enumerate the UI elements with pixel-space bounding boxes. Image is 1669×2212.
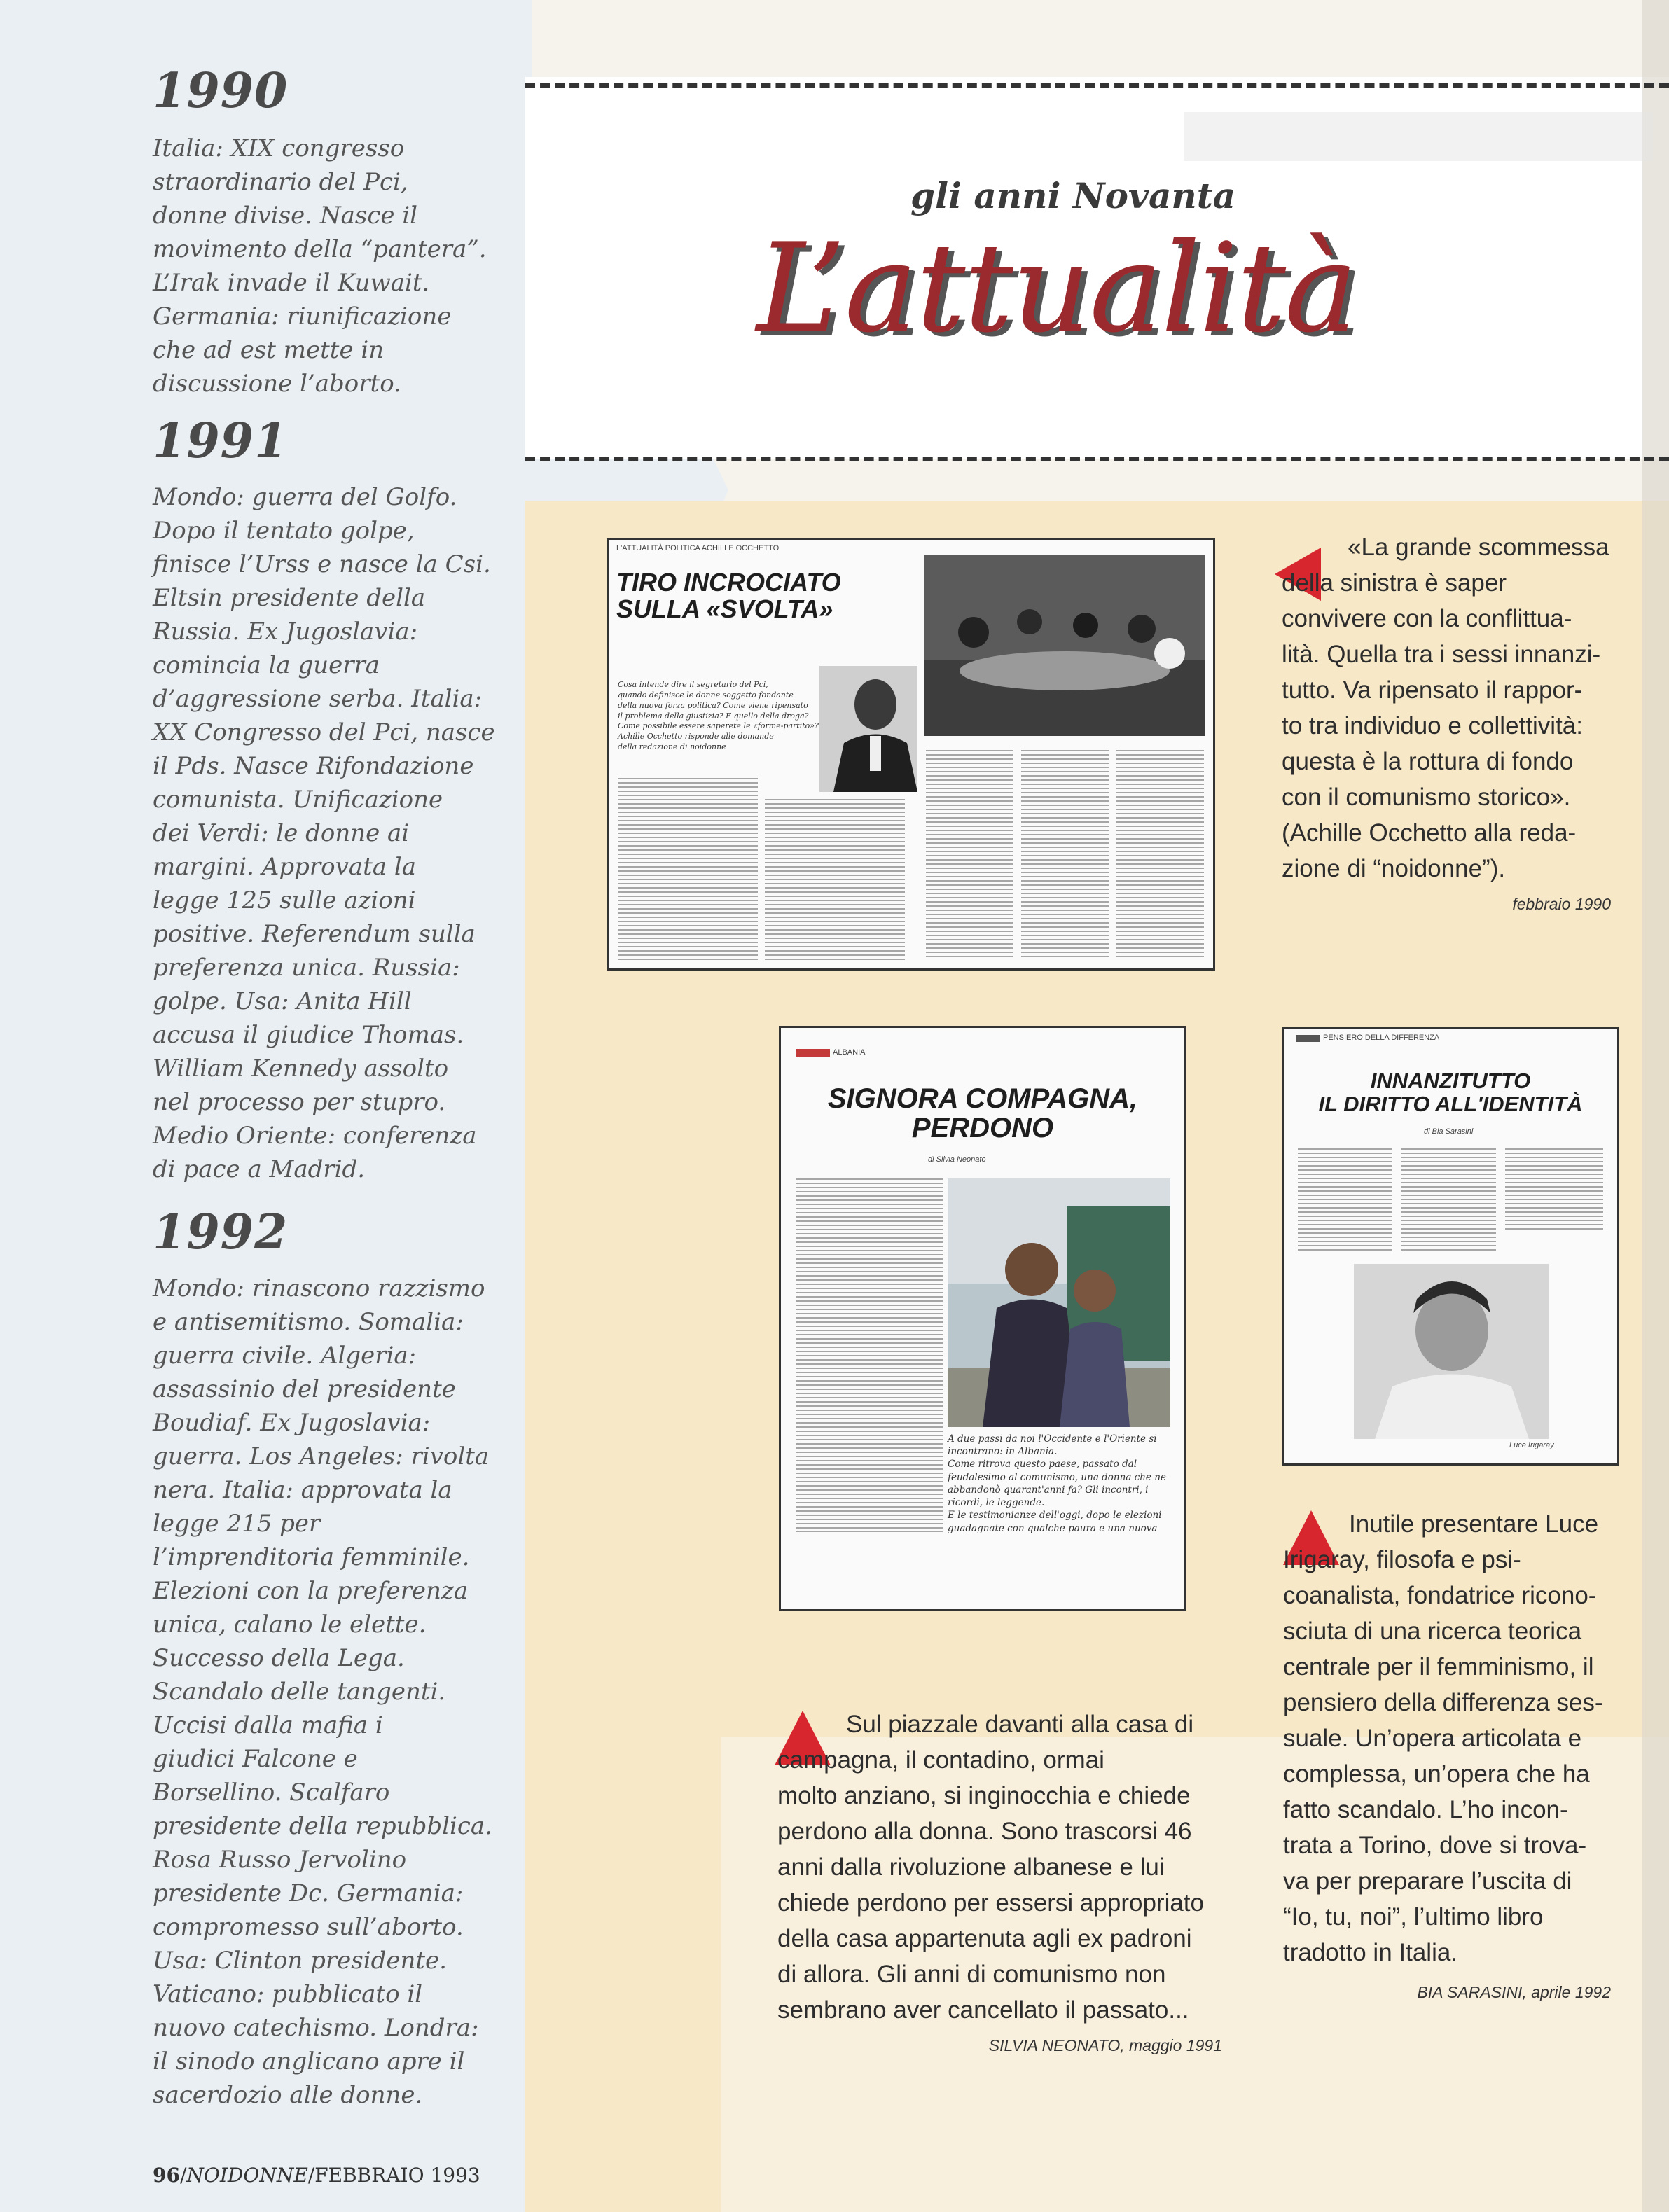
meeting-photo — [924, 555, 1205, 736]
irigaray-portrait — [1354, 1264, 1549, 1439]
clipping-body-text — [1298, 1148, 1392, 1253]
clipping-byline: di Silvia Neonato — [928, 1155, 986, 1164]
header-rule-bottom — [525, 457, 1669, 461]
irigaray-signature: BIA SARASINI, aprile 1992 — [1417, 1983, 1611, 2001]
albania-signature: SILVIA NEONATO, maggio 1991 — [988, 2036, 1222, 2054]
clipping-occhetto — [607, 538, 1215, 971]
magazine-name: NOIDONNE — [186, 2164, 308, 2187]
year-1991: 1991 — [153, 413, 289, 469]
clipping-caption: A due passi da noi l'Occidente e l'Oriente si incontrano: in Albania. Come ritrova questo paese, passato dal feudalesimo al comunismo, una donna che ne abbandonò quarant'anni fa? Gli incontri, i ricordi, le leggende. E le testimonianze dell'oggi, dopo le elezioni guadagnate con qualche paura e una nuova — [948, 1433, 1166, 1534]
clipping-body-text — [1401, 1148, 1496, 1253]
page-footer: 96/NOIDONNE/FEBBRAIO 1993 — [153, 2164, 480, 2187]
timeline-text-1992: Mondo: rinascono razzismo e antisemitismo. Somalia: guerra civile. Algeria: assassinio del presidente Boudiaf. Ex Jugoslavia: guerra. Los Angeles: rivolta nera. Italia: approvata la legge 215 per l’imprenditoria femminile. Elezioni con la preferenza unica, calano le elette. Successo della Lega. Scandalo delle tangenti. Uccisi dalla mafia i giudici Falcone e Borsellino. Scalfaro presidente della repubblica. Rosa Russo Jervolino presidente Dc. Germania: compromesso sull’aborto. Usa: Clinton presidente. Vaticano: pubblicato il nuovo catechismo. Londra: il sinodo anglicano apre il sacerdozio alle donne. — [153, 1274, 492, 2109]
clipping-tag: L'ATTUALITÀ POLITICA ACHILLE OCCHETTO — [616, 544, 780, 552]
tag-bar — [796, 1049, 830, 1057]
year-1990: 1990 — [153, 63, 289, 119]
clipping-body-text — [796, 1178, 943, 1532]
page-title: L’attualità — [756, 218, 1357, 360]
clipping-body-text — [926, 750, 1013, 960]
albania-children-photo — [948, 1178, 1170, 1427]
clipping-intro: Cosa intende dire il segretario del Pci, quando definisce le donne soggetto fondante della nuova forza politica? Come viene ripensato il problema della giustizia? E quello della droga? Come possibile essere saperete le «forme-partito»? Achille Occhetto risponde alle domande della redazione di noidonne — [618, 680, 819, 752]
header-rule-top — [525, 83, 1669, 88]
page-number: 96 — [153, 2164, 180, 2187]
occhetto-quote: «La grande scommessa della sinistra è saper convivere con la conflittua- lità. Quella tra i sessi innanzi- tutto. Va ripensato il rappor- to tra individuo e collettività: questa è la rottura di fondo con il comunismo storico». (Achille Occhetto alla reda- zione di “noidonne”). — [1282, 534, 1609, 882]
issue-date: FEBBRAIO 1993 — [314, 2164, 480, 2187]
tag-bar — [1296, 1035, 1320, 1042]
photo-caption: Luce Irigaray — [1509, 1441, 1554, 1449]
year-1992: 1992 — [153, 1204, 289, 1260]
timeline-text-1990: Italia: XIX congresso straordinario del Pci, donne divise. Nasce il movimento della “pantera”. L’Irak invade il Kuwait. Germania: riunificazione che ad est mette in discussione l’aborto. — [153, 134, 487, 398]
occhetto-portrait — [819, 666, 917, 792]
clipping-title: INNANZITUTTO IL DIRITTO ALL'IDENTITÀ — [1318, 1069, 1583, 1116]
clipping-body-text — [618, 778, 758, 960]
clipping-body-text — [765, 799, 905, 960]
section-kicker: gli anni Novanta — [910, 175, 1236, 216]
clipping-irigaray — [1282, 1027, 1619, 1466]
clipping-body-text — [1116, 750, 1204, 960]
occhetto-date: febbraio 1990 — [1512, 895, 1611, 913]
clipping-title: TIRO INCROCIATO SULLA «SVOLTA» — [616, 568, 841, 623]
timeline-text-1991: Mondo: guerra del Golfo. Dopo il tentato golpe, finisce l’Urss e nasce la Csi. Eltsin presidente della Russia. Ex Jugoslavia: comincia la guerra d’aggressione serba. Italia: XX Congresso del Pci, nasce il Pds. Nasce Rifondazione comunista. Unificazione dei Verdi: le donne ai margini. Approvata la legge 125 sulle azioni positive. Referendum sulla preferenza unica. Russia: golpe. Usa: Anita Hill accusa il giudice Thomas. William Kennedy assolto nel processo per stupro. Medio Oriente: conferenza di pace a Madrid. — [153, 483, 495, 1183]
clipping-body-text — [1505, 1148, 1603, 1232]
clipping-tag: PENSIERO DELLA DIFFERENZA — [1323, 1034, 1440, 1042]
clipping-title: SIGNORA COMPAGNA, PERDONO — [827, 1083, 1138, 1143]
irigaray-quote: Inutile presentare Luce Irigaray, filosofa e psi- coanalista, fondatrice ricono- sciuta di una ricerca teorica centrale per il femminismo, il pensiero della differenza ses- suale. Un’opera articolata e complessa, un’opera che ha fatto scandalo. L’ho incon- trata a Torino, dove si trova- va per preparare l’uscita di “Io, tu, noi”, l’ultimo libro tradotto in Italia. — [1283, 1510, 1603, 1966]
clipping-byline: di Bia Sarasini — [1424, 1127, 1474, 1136]
clipping-albania — [779, 1026, 1186, 1611]
albania-quote: Sul piazzale davanti alla casa di campagna, il contadino, ormai molto anziano, si inginocchia e chiede perdono alla donna. Sono trascorsi 46 anni dalla rivoluzione albanese e lui chiede perdono per essersi appropriato della casa appartenuta agli ex padroni di allora. Gli anni di comunismo non sembrano aver cancellato il passato... — [777, 1711, 1204, 2024]
clipping-tag: ALBANIA — [833, 1048, 866, 1057]
clipping-body-text — [1021, 750, 1109, 960]
